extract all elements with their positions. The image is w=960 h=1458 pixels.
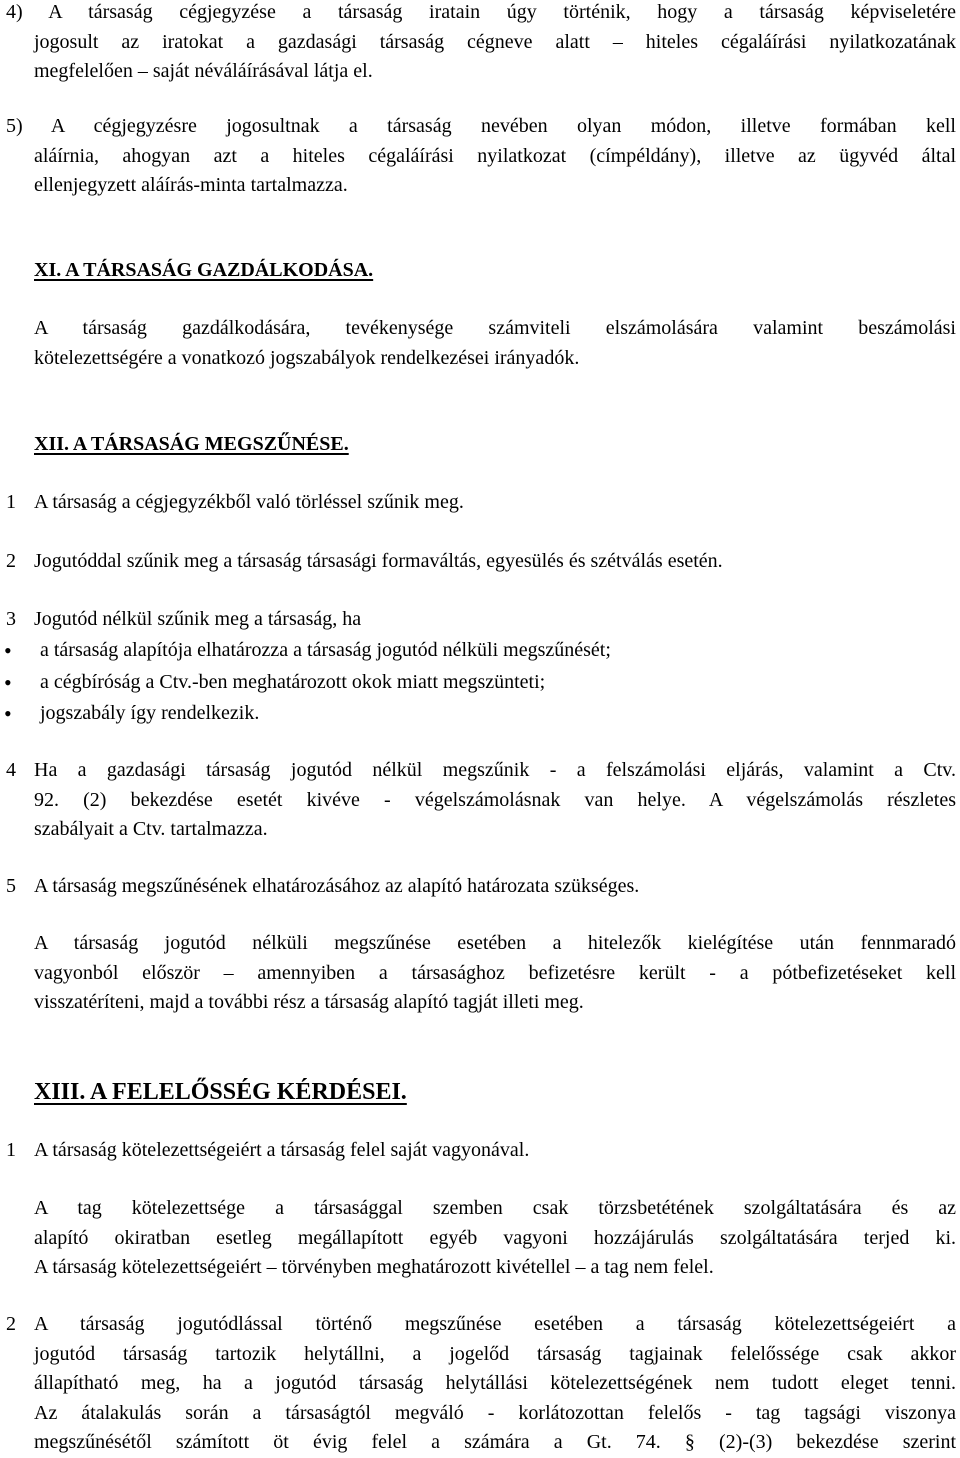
- section-heading-xi: XI. A TÁRSASÁG GAZDÁLKODÁSA.: [34, 259, 374, 281]
- section-heading-xiii: XIII. A FELELŐSSÉG KÉRDÉSEI.: [34, 1079, 407, 1105]
- item-number: 2: [6, 550, 16, 572]
- item-text: A társaság a cégjegyzékből való törléssel szűnik meg.: [34, 491, 464, 513]
- paragraph-5: [6, 112, 956, 201]
- list-item-xiii-1: [6, 1136, 956, 1166]
- list-item-xii-1: [6, 488, 956, 518]
- item-text: Jogutóddal szűnik meg a társaság társasági formaváltás, egyesülés és szétválás esetén.: [34, 550, 723, 572]
- bullet-text: a cégbíróság a Ctv.-ben meghatározott okok miatt megszünteti;: [40, 671, 546, 693]
- text-line: alapító okiratban esetleg megállapított egyéb vagyoni hozzájárulás szolgáltatására terjed ki.: [34, 1226, 956, 1249]
- paragraph-4: [6, 0, 956, 87]
- text-line: ellenjegyzett aláírás-minta tartalmazza.: [34, 174, 348, 196]
- text-line: Az átalakulás során a társaságtól megváló - korlátozottan felelős - tag tagsági viszonya: [34, 1401, 956, 1424]
- bullet-icon: •: [4, 701, 12, 726]
- text-line: aláírnia, ahogyan azt a hiteles cégaláírási nyilatkozat (címpéldány), illetve az ügyvéd által: [34, 144, 956, 167]
- paragraph-xiii-tag: [34, 1194, 956, 1283]
- text-line: jogosult az iratokat a gazdasági társaság cégneve alatt – hiteles cégaláírási nyilatkozatának: [34, 30, 956, 53]
- text-line: visszatéríteni, majd a további rész a társaság alapító tagját illeti meg.: [34, 991, 584, 1013]
- bullet-text: jogszabály így rendelkezik.: [40, 702, 260, 724]
- paragraph-xii-after: [34, 929, 956, 1018]
- text-line: A társaság jogutód nélküli megszűnése esetében a hitelezők kielégítése után fennmaradó: [34, 932, 956, 954]
- text-line: Ha a gazdasági társaság jogutód nélkül megszűnik - a felszámolási eljárás, valamint a Ctv.: [34, 759, 956, 781]
- bullet-icon: •: [4, 638, 12, 663]
- bullet-icon: •: [4, 670, 12, 695]
- item-text: Jogutód nélkül szűnik meg a társaság, ha: [34, 608, 362, 630]
- text-line: 4) A társaság cégjegyzése a társaság iratain úgy történik, hogy a társaság képviseletére: [6, 1, 956, 23]
- text-line: kötelezettségére a vonatkozó jogszabályok rendelkezései irányadók.: [34, 346, 580, 369]
- item-text: A társaság kötelezettségeiért a társaság felel saját vagyonával.: [34, 1139, 530, 1161]
- bullet-text: a társaság alapítója elhatározza a társaság jogutód nélküli megszűnését;: [40, 639, 611, 661]
- text-line: megszűnésétől számított öt évig felel a számára a Gt. 74. § (2)-(3) bekezdése szerint: [34, 1431, 956, 1453]
- bullet-item: [4, 699, 956, 729]
- text-line: A társaság kötelezettségeiért – törvényben meghatározott kivétellel – a tag nem felel.: [34, 1256, 714, 1278]
- text-line: szabályait a Ctv. tartalmazza.: [34, 818, 268, 840]
- paragraph-xi: [34, 314, 956, 373]
- item-number: 5: [6, 875, 16, 897]
- bullet-item: [4, 668, 956, 698]
- list-item-xii-3: [6, 605, 956, 635]
- text-line: megfelelően – saját néváláírásával látja el.: [34, 60, 373, 82]
- text-line: állapítható meg, ha a jogutód társaság helytállási kötelezettségének nem tudott eleget tenni.: [34, 1372, 956, 1394]
- list-item-xii-5: [6, 872, 956, 902]
- item-number: 1: [6, 1139, 16, 1161]
- item-number: 4: [6, 759, 16, 781]
- item-number: 3: [6, 608, 16, 630]
- text-line: 5) A cégjegyzésre jogosultnak a társaság nevében olyan módon, illetve formában kell: [6, 115, 956, 137]
- text-line: A társaság jogutódlással történő megszűnése esetében a társaság kötelezettségeiért a: [34, 1313, 956, 1335]
- text-line: A tag kötelezettsége a társasággal szemben csak törzsbetétének szolgáltatására és az: [34, 1197, 956, 1219]
- text-line: vagyonból először – amennyiben a társasághoz befizetésre került - a pótbefizetéseket kell: [34, 961, 956, 984]
- text-line: 92. (2) bekezdése esetét kivéve - végelszámolásnak van helye. A végelszámolás részletes: [34, 788, 956, 811]
- text-line: A társaság gazdálkodására, tevékenysége számviteli elszámolására valamint beszámolási: [34, 317, 956, 339]
- list-item-xiii-2: [6, 1310, 956, 1458]
- item-text: A társaság megszűnésének elhatározásához az alapító határozata szükséges.: [34, 875, 640, 897]
- text-line: jogutód társaság tartozik helytállni, a jogelőd társaság tagjainak felelőssége csak akkor: [34, 1342, 956, 1365]
- section-heading-xii: XII. A TÁRSASÁG MEGSZŰNÉSE.: [34, 433, 349, 455]
- list-item-xii-4: [6, 756, 956, 845]
- list-item-xii-2: [6, 547, 956, 577]
- item-number: 2: [6, 1313, 16, 1335]
- bullet-item: [4, 636, 956, 666]
- item-number: 1: [6, 491, 16, 513]
